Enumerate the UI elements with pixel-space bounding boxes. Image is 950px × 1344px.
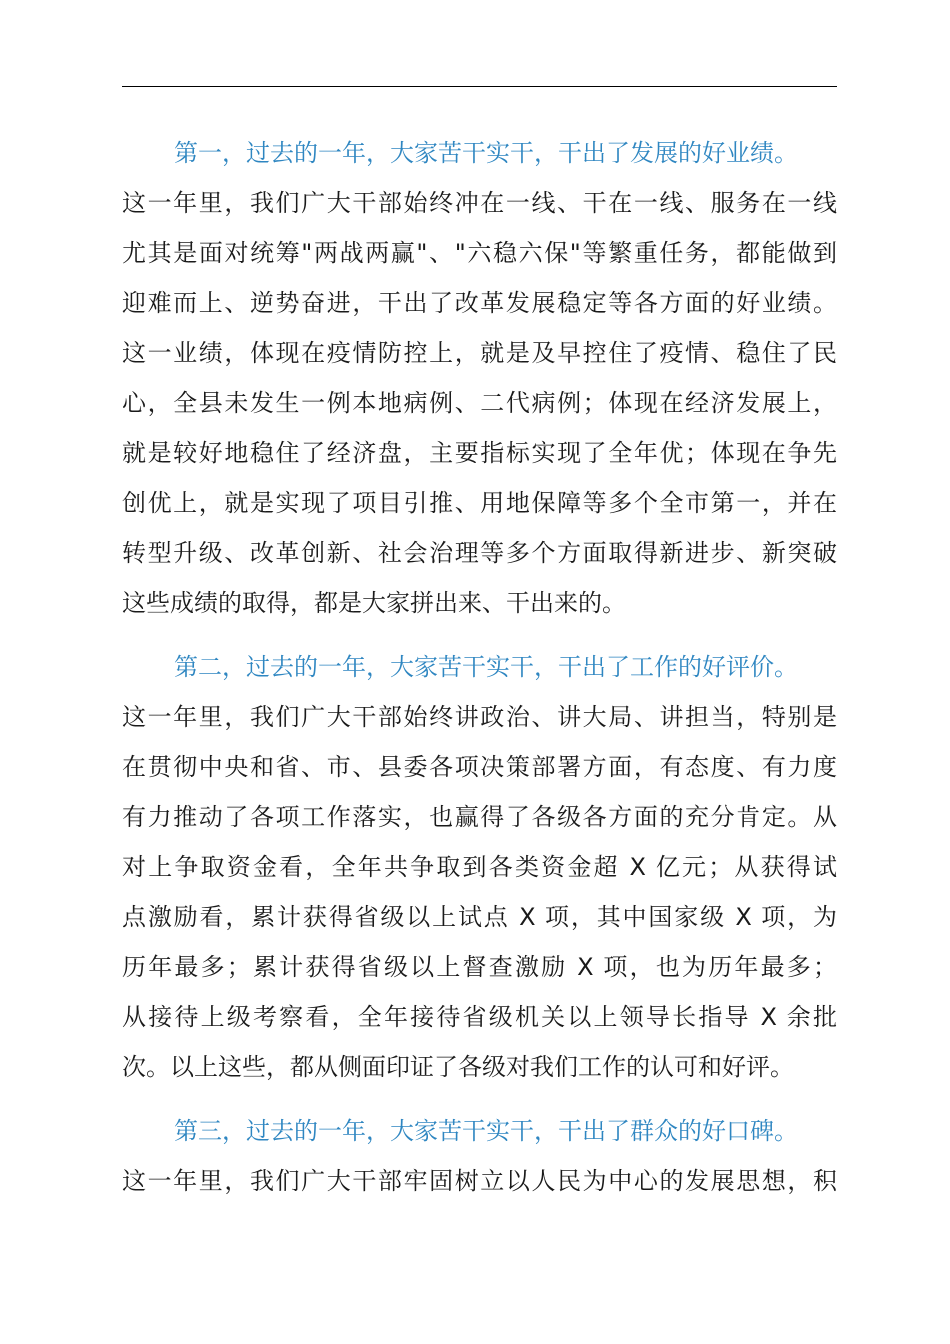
body-line: 对上争取资金看，全年共争取到各类资金超 X 亿元；从获得试 bbox=[122, 853, 837, 881]
section-1 bbox=[122, 128, 837, 628]
body-line: 次。以上这些，都从侧面印证了各级对我们工作的认可和好评。 bbox=[122, 1053, 794, 1081]
body-line: 这些成绩的取得，都是大家拼出来、干出来的。 bbox=[122, 589, 626, 617]
body-line: 有力推动了各项工作落实，也赢得了各级各方面的充分肯定。从 bbox=[122, 803, 837, 831]
section-heading: 第二，过去的一年，大家苦干实干，干出了工作的好评价。 bbox=[174, 653, 798, 681]
body-line: 在贯彻中央和省、市、县委各项决策部署方面，有态度、有力度 bbox=[122, 753, 837, 781]
body-line: 点激励看，累计获得省级以上试点 X 项，其中国家级 X 项，为 bbox=[122, 903, 837, 931]
section-2 bbox=[122, 642, 837, 1092]
body-line: 尤其是面对统筹"两战两赢"、"六稳六保"等繁重任务，都能做到 bbox=[122, 239, 837, 267]
body-line: 这一年里，我们广大干部始终讲政治、讲大局、讲担当，特别是 bbox=[122, 703, 837, 731]
section-heading: 第三，过去的一年，大家苦干实干，干出了群众的好口碑。 bbox=[174, 1117, 798, 1145]
body-line: 迎难而上、逆势奋进，干出了改革发展稳定等各方面的好业绩。 bbox=[122, 289, 837, 317]
body-line: 这一年里，我们广大干部始终冲在一线、干在一线、服务在一线 bbox=[122, 189, 837, 217]
body-line: 这一年里，我们广大干部牢固树立以人民为中心的发展思想，积 bbox=[122, 1167, 837, 1195]
document-body bbox=[122, 128, 837, 1220]
body-line: 转型升级、改革创新、社会治理等多个方面取得新进步、新突破 bbox=[122, 539, 837, 567]
body-line: 历年最多；累计获得省级以上督查激励 X 项，也为历年最多； bbox=[122, 953, 837, 981]
body-line: 心，全县未发生一例本地病例、二代病例；体现在经济发展上， bbox=[122, 389, 837, 417]
body-line: 创优上，就是实现了项目引推、用地保障等多个全市第一，并在 bbox=[122, 489, 837, 517]
body-line: 就是较好地稳住了经济盘，主要指标实现了全年优；体现在争先 bbox=[122, 439, 837, 467]
body-line: 这一业绩，体现在疫情防控上，就是及早控住了疫情、稳住了民 bbox=[122, 339, 837, 367]
section-3 bbox=[122, 1106, 837, 1206]
header-rule bbox=[122, 86, 837, 87]
body-line: 从接待上级考察看，全年接待省级机关以上领导长指导 X 余批 bbox=[122, 1003, 837, 1031]
section-heading: 第一，过去的一年，大家苦干实干，干出了发展的好业绩。 bbox=[174, 139, 798, 167]
